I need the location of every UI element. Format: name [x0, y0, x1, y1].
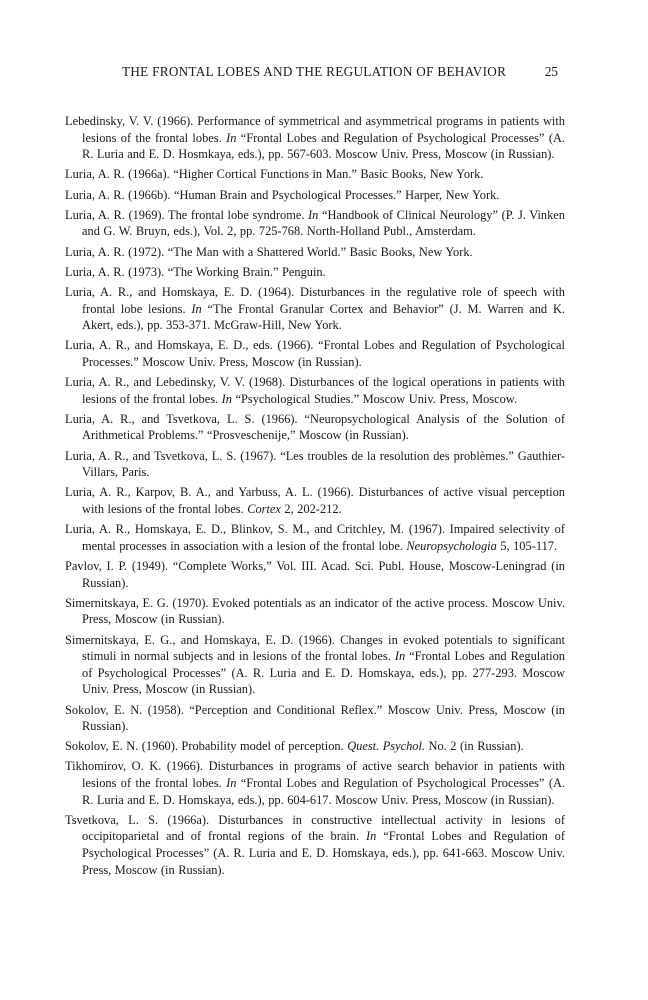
reference-entry: [65, 207, 565, 240]
reference-italic-text: Cortex: [247, 502, 281, 516]
reference-entry: [65, 812, 565, 878]
reference-italic-text: Quest. Psychol.: [347, 739, 426, 754]
reference-entry: [65, 244, 565, 261]
reference-entry: [65, 374, 565, 407]
reference-text: Luria, A. R. (1973). “The Working Brain.” Penguin.: [65, 264, 326, 279]
reference-text: 5, 105-117.: [496, 538, 558, 553]
reference-entry: [65, 411, 565, 444]
reference-list: [65, 113, 565, 882]
reference-text: Luria, A. R., and Lebedinsky, V. V. (1968). Disturbances of the logical operations in patients with lesions of the frontal lobes.: [65, 375, 565, 406]
reference-text: Luria, A. R., and Tsvetkova, L. S. (1967). “Les troubles de la resolution des problèmes.” Gauthier-Villars, Paris.: [65, 448, 565, 480]
reference-text: Sokolov, E. N. (1960). Probability model of perception.: [65, 739, 348, 754]
reference-entry: [65, 702, 565, 735]
reference-entry: [65, 337, 565, 370]
reference-text: 2, 202-212.: [280, 502, 342, 516]
reference-text: “Psychological Studies.” Moscow Univ. Press, Moscow.: [231, 391, 518, 406]
reference-entry: [65, 166, 565, 183]
reference-entry: [65, 284, 565, 334]
reference-text: “Handbook of Clinical Neurology” (P. J. Vinken and G. W. Bruyn, eds.), Vol. 2, pp. 725-768. North-Holland Publ., Amsterdam.: [82, 207, 565, 239]
reference-text: Luria, A. R. (1966a). “Higher Cortical Functions in Man.” Basic Books, New York.: [65, 167, 484, 182]
reference-italic-text: In: [366, 829, 377, 844]
reference-italic-text: In: [308, 207, 319, 222]
reference-text: Lebedinsky, V. V. (1966). Performance of symmetrical and asymmetrical programs in patients with lesions of the frontal lobes.: [65, 114, 565, 145]
reference-text: Luria, A. R., Homskaya, E. D., Blinkov, S. M., and Critchley, M. (1967). Impaired selectivity of mental processes in association with a lesion of the frontal lobe.: [65, 522, 565, 553]
reference-entry: [65, 264, 565, 281]
reference-entry: [65, 738, 565, 755]
reference-text: Luria, A. R., and Homskaya, E. D., eds. (1966). “Frontal Lobes and Regulation of Psychological Processes.” Moscow Univ. Press, Moscow (in Russian).: [65, 338, 565, 369]
reference-text: “Frontal Lobes and Regulation of Psychological Processes” (A. R. Luria and E. D. Homskaya, eds.), pp. 277-293. Moscow Univ. Press, Moscow (in Russian).: [82, 649, 565, 697]
reference-entry: [65, 632, 565, 698]
reference-entry: [65, 113, 565, 163]
reference-text: Sokolov, E. N. (1958). “Perception and Conditional Reflex.” Moscow Univ. Press, Moscow (in Russian).: [65, 702, 565, 734]
reference-entry: [65, 758, 565, 808]
reference-text: No. 2 (in Russian).: [425, 739, 524, 754]
reference-text: Luria, A. R. (1966b). “Human Brain and Psychological Processes.” Harper, New York.: [65, 187, 500, 202]
reference-entry: [65, 558, 565, 591]
running-title: THE FRONTAL LOBES AND THE REGULATION OF BEHAVIOR: [122, 64, 507, 79]
reference-text: Luria, A. R. (1969). The frontal lobe syndrome.: [65, 207, 309, 222]
reference-italic-text: Neuropsychologia: [406, 538, 497, 553]
reference-text: “Frontal Lobes and Regulation of Psychological Processes” (A. R. Luria and E. D. Hosmkaya, eds.), pp. 567-603. Moscow Univ. Press, Moscow (in Russian).: [82, 130, 565, 162]
reference-entry: [65, 595, 565, 628]
reference-text: Pavlov, I. P. (1949). “Complete Works,” Vol. III. Acad. Sci. Publ. House, Moscow-Leningrad (in Russian).: [65, 558, 565, 590]
reference-text: Luria, A. R., Karpov, B. A., and Yarbuss, A. L. (1966). Disturbances of active visual perception with lesions of the frontal lobes.: [65, 485, 565, 516]
reference-entry: [65, 448, 565, 481]
reference-text: “Frontal Lobes and Regulation of Psychological Processes” (A. R. Luria and E. D. Homskaya, eds.), pp. 641-663. Moscow Univ. Press, Moscow (in Russian).: [82, 829, 565, 877]
reference-text: “The Frontal Granular Cortex and Behavior” (J. M. Warren and K. Akert, eds.), pp. 353-371. McGraw-Hill, New York.: [82, 301, 565, 333]
reference-entry: [65, 484, 565, 517]
reference-italic-text: In: [221, 391, 232, 406]
reference-italic-text: In: [226, 130, 237, 145]
reference-entry: [65, 187, 565, 204]
reference-text: “Frontal Lobes and Regulation of Psychological Processes” (A. R. Luria and E. D. Homskaya, eds.), pp. 604-617. Moscow Univ. Press, Moscow (in Russian).: [82, 776, 565, 807]
reference-entry: [65, 521, 565, 554]
reference-text: Simernitskaya, E. G., and Homskaya, E. D. (1966). Changes in evoked potentials to significant stimuli in normal subjects and in lesions of the frontal lobes.: [65, 632, 565, 664]
reference-text: Luria, A. R., and Homskaya, E. D. (1964). Disturbances in the regulative role of speech with frontal lobe lesions.: [65, 284, 565, 316]
page-number: 25: [544, 64, 558, 79]
reference-italic-text: In: [394, 649, 406, 664]
reference-text: Simernitskaya, E. G. (1970). Evoked potentials as an indicator of the active process. Moscow Univ. Press, Moscow (in Russian).: [65, 595, 565, 627]
reference-italic-text: In: [191, 301, 202, 316]
reference-text: Tikhomirov, O. K. (1966). Disturbances in programs of active search behavior in patients with lesions of the frontal lobes.: [65, 759, 565, 791]
reference-text: Tsvetkova, L. S. (1966a). Disturbances in constructive intellectual activity in lesions of occipitoparietal and of frontal regions of the brain.: [65, 812, 565, 844]
reference-italic-text: In: [226, 776, 237, 791]
reference-text: Luria, A. R., and Tsvetkova, L. S. (1966). “Neuropsychological Analysis of the Solution of Arithmetical Problems.” “Prosveschenije,” Moscow (in Russian).: [65, 411, 565, 443]
reference-text: Luria, A. R. (1972). “The Man with a Shattered World.” Basic Books, New York.: [65, 244, 473, 259]
